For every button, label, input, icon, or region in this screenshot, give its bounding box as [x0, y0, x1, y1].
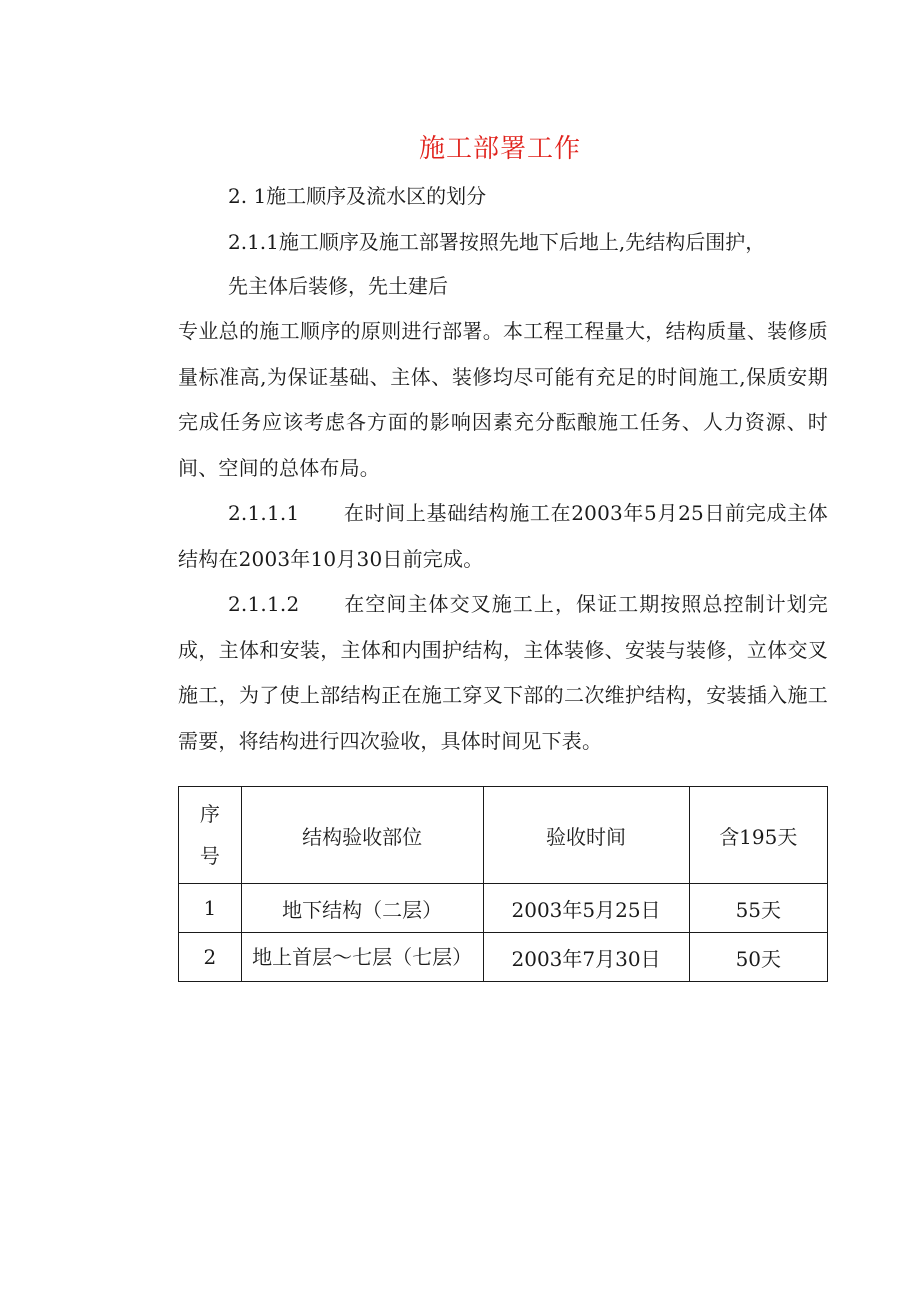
paragraph-principles: 专业总的施工顺序的原则进行部署。本工程工程量大，结构质量、装修质量标准高,为保证基础、主体、装修均尽可能有充足的时间施工,保质安期完成任务应该考虑各方面的影响因素充分酝酿施工任务、人力资源、时间、空间的总体布局。	[178, 319, 828, 480]
section-heading: 2. 1施工顺序及流水区的划分	[228, 184, 487, 208]
header-seq-line-2: 号	[199, 844, 220, 868]
header-time: 验收时间	[483, 787, 689, 884]
item-2-number: 2.1.1.2	[228, 592, 300, 616]
row-days: 55天	[689, 884, 827, 933]
row-time: 2003年7月30日	[483, 933, 689, 982]
item-1-text: 在时间上基础结构施工在2003年5月25日前完成主体结构在2003年10月30日前完成。	[178, 501, 828, 571]
row-part: 地下结构（二层）	[241, 884, 483, 933]
item-1-number: 2.1.1.1	[228, 501, 300, 525]
table-row	[179, 884, 828, 933]
subsection-line-1: 2.1.1施工顺序及施工部署按照先地下后地上,先结构后围护，	[228, 230, 766, 254]
item-2-text: 在空间主体交叉施工上，保证工期按照总控制计划完成，主体和安装，主体和内围护结构，主体装修、安装与装修，立体交叉施工，为了使上部结构正在施工穿叉下部的二次维护结构，安装插入施工需要，将结构进行四次验收，具体时间见下表。	[178, 592, 828, 753]
document-title: 施工部署工作	[418, 134, 581, 164]
subsection-line-2: 先主体后装修，先土建后	[228, 274, 448, 298]
row-seq: 2	[179, 933, 242, 982]
header-days: 含195天	[689, 787, 827, 884]
row-days: 50天	[689, 933, 827, 982]
acceptance-schedule-table	[178, 786, 828, 982]
row-seq: 1	[179, 884, 242, 933]
header-part: 结构验收部位	[241, 787, 483, 884]
paragraph-item-2	[178, 582, 828, 764]
table-row	[179, 933, 828, 982]
header-seq-line-1: 序	[199, 802, 220, 826]
row-time: 2003年5月25日	[483, 884, 689, 933]
row-part: 地上首层～七层（七层）	[241, 933, 483, 982]
table-header-row	[179, 787, 828, 884]
header-seq	[179, 787, 242, 884]
paragraph-item-1	[178, 491, 828, 582]
